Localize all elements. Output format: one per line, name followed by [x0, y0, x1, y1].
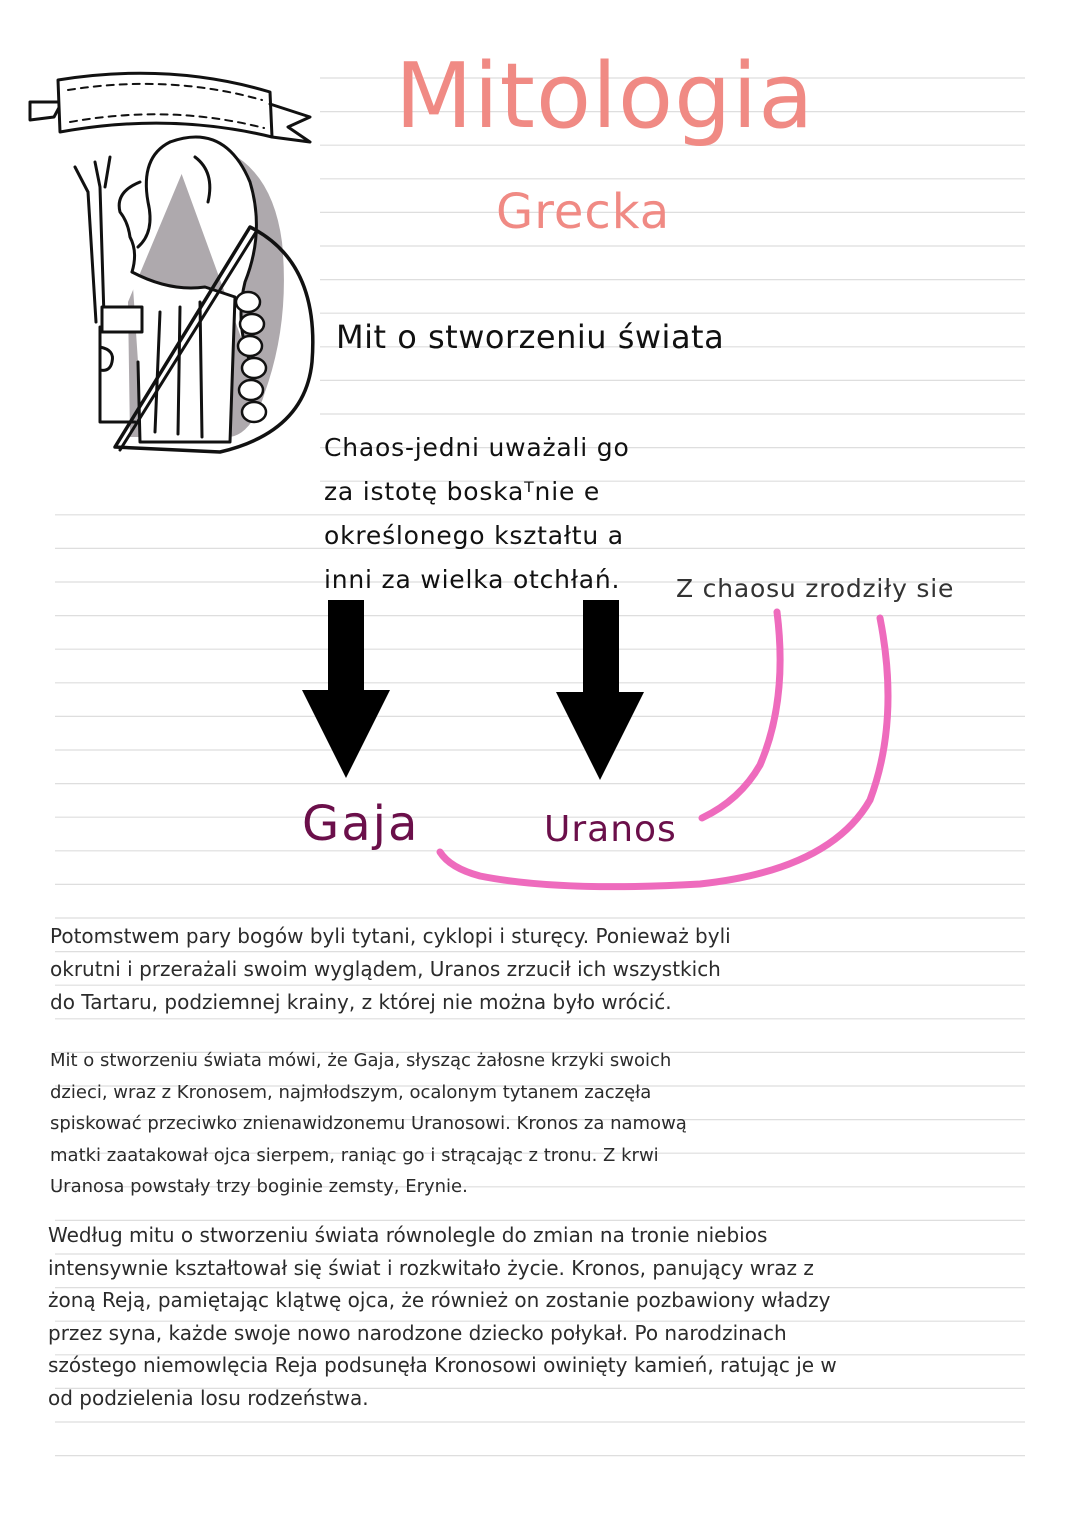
page-title: Mitologia: [395, 44, 815, 149]
page-subtitle: Grecka: [496, 184, 671, 240]
chaos-origin-label: Z chaosu zrodziły sie: [676, 574, 955, 603]
paragraph-line: dzieci, wraz z Kronosem, najmłodszym, ocalonym tytanem zaczęła: [50, 1081, 652, 1103]
note-line: określonego kształtu a: [324, 521, 624, 550]
goddess-illustration: [20, 62, 325, 482]
paragraph-kronos-revolt: [50, 1045, 687, 1203]
paragraph-line: Potomstwem pary bogów byli tytani, cyklopi i sturęcy. Ponieważ byli: [50, 924, 731, 948]
paragraph-line: intensywnie kształtował się świat i rozkwitało życie. Kronos, panujący wraz z: [48, 1255, 814, 1280]
paragraph-kronos-reign: [48, 1219, 837, 1414]
note-line: Chaos-jedni uważali go: [324, 433, 630, 462]
uranos-label: Uranos: [544, 809, 677, 850]
chaos-note: [324, 426, 630, 602]
gaja-label: Gaja: [302, 796, 420, 852]
paragraph-offspring: [50, 920, 731, 1019]
paragraph-line: matki zaatakował ojca sierpem, raniąc go i strącając z tronu. Z krwi: [50, 1144, 659, 1166]
note-line: inni za wielka otchłań.: [324, 565, 621, 594]
paragraph-line: Uranosa powstały trzy boginie zemsty, Erynie.: [50, 1176, 468, 1197]
paragraph-line: Według mitu o stworzeniu świata równolegle do zmian na tronie niebios: [48, 1223, 768, 1247]
paragraph-line: Mit o stworzeniu świata mówi, że Gaja, słysząc żałosne krzyki swoich: [50, 1050, 672, 1071]
paragraph-line: przez syna, każde swoje nowo narodzone dziecko połykał. Po narodzinach: [48, 1320, 787, 1345]
paragraph-line: żoną Reją, pamiętając klątwę ojca, że również on zostanie pozbawiony władzy: [48, 1288, 831, 1312]
note-line: za istotę boskaᵀnie e: [324, 477, 601, 506]
paragraph-line: szóstego niemowlęcia Reja podsunęła Kronosowi owinięty kamień, ratując je w: [48, 1353, 837, 1377]
paragraph-line: do Tartaru, podziemnej krainy, z której nie można było wrócić.: [50, 990, 672, 1014]
paragraph-line: okrutni i przerażali swoim wyglądem, Uranos zrzucił ich wszystkich: [50, 957, 721, 981]
paragraph-line: od podzielenia losu rodzeństwa.: [48, 1385, 369, 1410]
section-heading: Mit o stworzeniu świata: [336, 318, 725, 356]
paragraph-line: spiskować przeciwko znienawidzonemu Uranosowi. Kronos za namową: [50, 1113, 687, 1134]
